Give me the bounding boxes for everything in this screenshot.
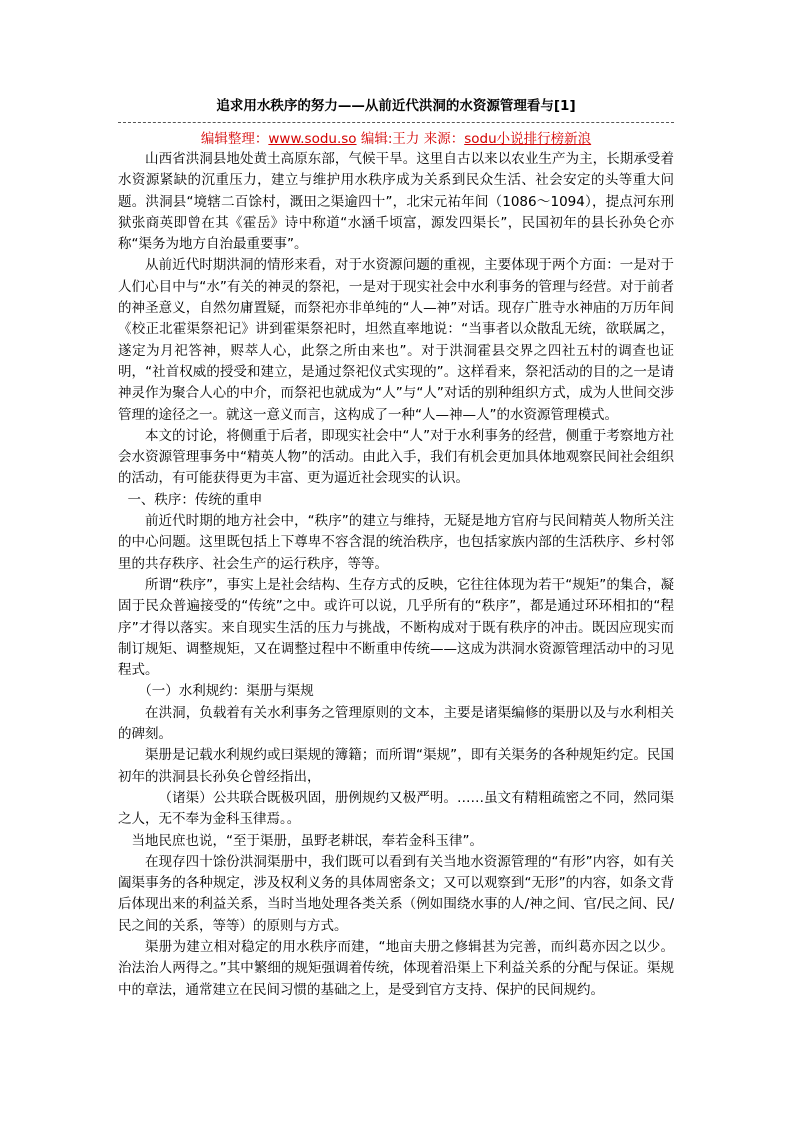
source-link[interactable]: sodu小说排行榜新浪 <box>464 131 592 147</box>
paragraph: 渠册是记载水利规约或曰渠规的簿籍；而所谓“渠规”，即有关渠务的各种规矩约定。民国初年的洪洞县长孙奂仑曾经指出， <box>118 747 674 785</box>
dashed-divider <box>118 122 674 123</box>
editor-prefix: 编辑整理： <box>200 131 269 147</box>
subsection-heading: （一）水利规约：渠册与渠规 <box>138 683 314 700</box>
paragraph: 前近代时期的地方社会中，“秩序”的建立与维持，无疑是地方官府与民间精英人物所关注的中心问题。这里既包括上下尊卑不容含混的统治秩序，也包括家族内部的生活秩序、乡村邻里的共存秩序、社会生产的运行秩序，等等。 <box>118 513 674 572</box>
paragraph: 在洪洞，负载着有关水利事务之管理原则的文本，主要是诸渠编修的渠册以及与水利相关的碑刻。 <box>118 704 674 743</box>
source-prefix: 来源： <box>423 131 465 147</box>
paragraph: 所谓“秩序”，事实上是社会结构、生存方式的反映，它往往体现为若干“规矩”的集合，凝固于民众普遍接受的“传统”之中。或许可以说，几乎所有的“秩序”，都是通过环环相扣的“程序”才得以落实。来自现实生活的压力与挑战，不断构成对于既有秩序的冲击。既因应现实而制订规矩、调整规矩，又在调整过程中不断重申传统——这成为洪洞水资源管理活动中的习见程式。 <box>118 576 674 679</box>
paragraph: 从前近代时期洪洞的情形来看，对于水资源问题的重视，主要体现于两个方面：一是对于人们心目中与“水”有关的神灵的祭祀，一是对于现实社会中水利事务的管理与经营。对于前者的神圣意义，自然勿庸置疑，而祭祀亦非单纯的“人—神”对话。现存广胜寺水神庙的万历年间《校正北霍渠祭祀记》讲到霍渠祭祀时，坦然直率地说：“当事者以众散乱无统，欲联属之，遂定为月祀答神，赆萃人心，此祭之所由来也”。对于洪洞霍县交界之四社五村的调查也证明，“社首权威的授受和建立，是通过祭祀仪式实现的”。这样看来，祭祀活动的目的之一是请神灵作为聚合人心的中介，而祭祀也就成为“人”与“人”对话的别种组织方式，成为人世间交涉管理的途径之一。就这一意义而言，这构成了一种“人—神—人”的水资源管理模式。 <box>118 257 674 423</box>
document-title: 追求用水秩序的努力——从前近代洪洞的水资源管理看与[1] <box>216 98 576 114</box>
site-link[interactable]: www.sodu.so <box>268 131 357 147</box>
paragraph: 在现存四十馀份洪洞渠册中，我们既可以看到有关当地水资源管理的“有形”内容，如有关阖渠事务的各种规定，涉及权利义务的具体周密条文；又可以观察到“无形”的内容，如条文背后体现出来的利益关系，当时当地处理各类关系（例如围绕水事的人/神之间、官/民之间、民/民之间的关系，等等）的原则与方式。 <box>118 853 674 934</box>
paragraph: 本文的讨论，将侧重于后者，即现实社会中“人”对于水利事务的经营，侧重于考察地方社会水资源管理事务中“精英人物”的活动。由此入手，我们有机会更加具体地观察民间社会组织的活动，有可能获得更为丰富、更为逼近社会现实的认识。 <box>118 427 674 487</box>
document-page <box>118 96 674 1001</box>
section-heading: 一、秩序：传统的重申 <box>127 491 263 508</box>
paragraph: 山西省洪洞县地处黄土高原东部，气候干旱。这里自古以来以农业生产为主，长期承受着水资源紧缺的沉重压力，建立与维护用水秩序成为关系到民众生活、社会安定的头等重大问题。洪洞县“境辖二百馀村，溉田之渠逾四十”，北宋元祐年间（1086～1094），提点河东刑狱张商英即曾在其《霍岳》诗中称道“水涵千顷富，源发四渠长”，民国初年的县长孙奂仑亦称“渠务为地方自治最重要事”。 <box>118 151 674 253</box>
editor-name: 编辑:王力 <box>360 131 420 147</box>
byline <box>118 129 674 149</box>
article-body <box>118 149 674 1001</box>
block-quote: （诸渠）公共联合既极巩固，册例规约又极严明。……虽文有精粗疏密之不同，然同渠之人，无不奉为金科玉律焉。。 <box>118 789 674 828</box>
paragraph: 当地民庶也说，“至于渠册，虽野老耕氓，奉若金科玉律”。 <box>131 832 483 849</box>
paragraph: 渠册为建立相对稳定的用水秩序而建，“地亩夫册之修辑甚为完善，而纠葛亦因之以少。治法治人两得之。”其中繁细的规矩强调着传统，体现着沿渠上下利益关系的分配与保证。渠规中的章法，通常建立在民间习惯的基础之上，是受到官方支持、保护的民间规约。 <box>118 938 674 998</box>
